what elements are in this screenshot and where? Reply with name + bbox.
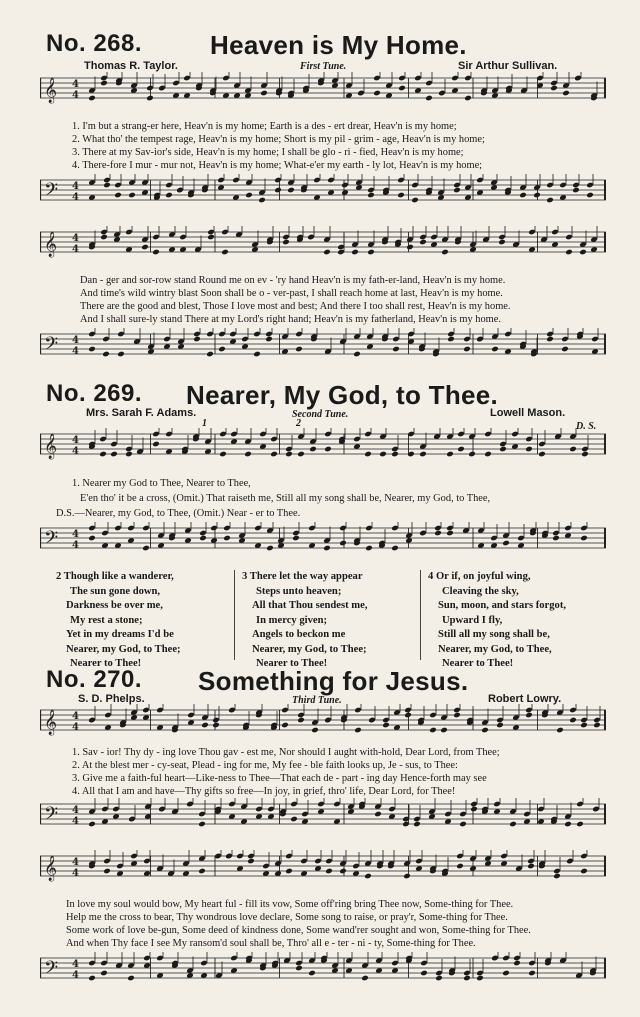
verse-line: And when Thy face I see My ransom'd soul shall be, Thro' all e - ter - ni - ty, Some-thing for Thee. [66,938,476,949]
stanza-line: Cleaving the sky, [442,585,519,597]
column-divider [234,570,235,660]
svg-text:4: 4 [72,816,79,827]
svg-text:𝄢: 𝄢 [44,528,59,553]
stanza-line: Nearer, my God, to Thee, [438,643,552,655]
verse-line: 2. At the blest mer - cy-seat, Plead - ing for me, My fee - ble faith looks up, Je - sus, to Thee: [72,760,458,771]
tune-label: Third Tune. [292,695,342,706]
svg-text:𝄞: 𝄞 [44,232,58,257]
svg-text:4: 4 [72,79,79,90]
svg-text:4: 4 [72,970,79,981]
stanza-line: 2 Though like a wanderer, [56,571,174,582]
svg-text:𝄞: 𝄞 [44,856,58,881]
stanza-line: Steps unto heaven; [256,585,342,597]
stanza-line: Upward I fly, [442,614,503,626]
stanza-line: Darkness be over me, [66,600,163,611]
stanza-2 [56,570,181,672]
verse-line: 2. What tho' the tempest rage, Heav'n is my home; Short is my pil - grim - age, Heav'n is my home; [72,134,485,145]
verse-line: 1. I'm but a strang-er here, Heav'n is my home; Earth is a des - ert drear, Heav'n is my home; [72,121,457,132]
stanza-line: My rest a stone; [70,614,143,626]
music-staff-treble [40,72,606,122]
svg-text:𝄞: 𝄞 [44,710,58,735]
hymn-author: Thomas R. Taylor. [84,60,178,72]
music-staff-treble [40,226,606,274]
verse-line: 3. Give me a faith-ful heart—Like-ness to Thee—That each de - part - ing day Hence-forth may see [72,773,487,784]
stanza-line: All that Thou sendest me, [252,600,368,611]
verse-block-top [72,120,600,172]
verse-line: 4. There-fore I mur - mur not, Heav'n is my home; What-e'er my earth - ly lot, Heav'n is my home; [72,160,483,171]
stanza-line: 4 Or if, on joyful wing, [428,571,531,582]
hymn-number: No. 270. [46,666,143,693]
hymn-title: Nearer, My God, to Thee. [186,380,499,410]
svg-text:4: 4 [72,335,79,346]
music-staff-treble [40,428,606,476]
svg-text:4: 4 [72,711,79,722]
stanza-line: Yet in my dreams I'd be [66,629,174,640]
stanza-line: Sun, moon, and stars forgot, [438,600,567,611]
verse-block-top [72,746,600,798]
svg-text:4: 4 [72,192,79,203]
verse-line: 1. Sav - ior! Thy dy - ing love Thou gav - est me, Nor should I aught with-hold, Dear Lord, from Thee; [72,747,500,758]
svg-text:4: 4 [72,233,79,244]
hymn-author: Mrs. Sarah F. Adams. [86,407,197,419]
svg-text:4: 4 [72,446,79,457]
hymn-author: S. D. Phelps. [78,693,145,705]
hymn-composer: Robert Lowry. [488,693,562,705]
hymn-title: Something for Jesus. [198,666,469,696]
hymn-composer: Lowell Mason. [490,407,566,419]
music-staff-bass [40,174,606,218]
verse-line: E'en tho' it be a cross, (Omit.) That raiseth me, Still all my song shall be, Nearer, my God, to Thee, [80,493,491,504]
column-divider [420,570,421,660]
svg-text:𝄞: 𝄞 [44,434,58,459]
music-staff-bass [40,522,606,564]
svg-text:4: 4 [72,805,79,816]
verse-line: 1. Nearer my God to Thee, Nearer to Thee, [72,478,251,489]
verse-line: Some work of love be-gun, Some deed of kindness done, Some wand'rer sought and won, Some-thing for Thee. [66,925,531,936]
verse-line: 3. There at my Sav-ior's side, Heav'n is my home; I shall be glo - ri - fied, Heav'n is my home; [72,147,464,158]
hymn-title: Heaven is My Home. [210,30,467,60]
tune-label: Second Tune. [292,409,349,420]
verse-line: 4. All that I am and have—Thy gifts so free—In joy, in grief, thro' life, Dear Lord, for Thee! [72,786,456,797]
stanza-line: In mercy given; [256,614,328,626]
svg-text:𝄢: 𝄢 [44,958,59,983]
hymn-composer: Sir Arthur Sullivan. [458,60,558,72]
stanza-line: Nearer to Thee! [442,658,514,669]
verse-block-bottom [66,898,594,950]
svg-text:4: 4 [72,857,79,868]
svg-text:4: 4 [72,540,79,551]
svg-text:4: 4 [72,346,79,357]
verse-block-bottom [80,274,608,326]
svg-text:4: 4 [72,868,79,879]
music-staff-bass [40,952,606,996]
svg-text:4: 4 [72,722,79,733]
hymn-number: No. 268. [46,30,143,57]
verse-line: And time's wild wintry blast Soon shall be o - ver-past, I shall reach home at last, Heav'n is my home. [80,288,503,299]
music-staff-treble [40,704,606,750]
stanza-line: The sun gone down, [70,585,161,597]
svg-text:𝄢: 𝄢 [44,804,59,829]
stanza-line: Nearer, my God, to Thee; [66,643,181,655]
ending-2-marker: 2 [296,418,301,429]
stanza-3 [242,570,367,672]
svg-text:4: 4 [72,959,79,970]
verse-block [56,476,584,521]
verse-line: D.S.—Nearer, my God, to Thee, (Omit.) Near - er to Thee. [56,508,301,519]
svg-text:𝄞: 𝄞 [44,78,58,103]
stanza-line: 3 There let the way appear [242,571,363,582]
svg-text:4: 4 [72,244,79,255]
verse-line: And I shall sure-ly stand There at my Lord's right hand; Heav'n is my fatherland, Heav'n is my home. [80,314,501,325]
music-staff-treble [40,850,606,898]
svg-text:𝄢: 𝄢 [44,180,59,205]
verse-line: Dan - ger and sor-row stand Round me on ev - 'ry hand Heav'n is my fath-er-land, Heav'n is my home. [80,275,506,286]
stanza-line: Nearer, my God, to Thee; [252,643,367,655]
music-staff-bass [40,798,606,842]
stanza-line: Nearer to Thee! [256,658,328,669]
hymn-number: No. 269. [46,380,143,407]
svg-text:𝄢: 𝄢 [44,334,59,359]
ending-1-marker: 1 [202,418,207,429]
svg-text:4: 4 [72,181,79,192]
verse-line: There are the good and blest, Those I love most and best; And there I too shall rest, Heav'n is my home. [80,301,511,312]
verse-line: Help me the cross to bear, Thy wondrous love declare, Some song to raise, or pray'r, Some-thing for Thee. [66,912,508,923]
stanza-line: Nearer to Thee! [70,658,142,669]
stanza-line: Angels to beckon me [252,629,346,640]
stanza-line: Still all my song shall be, [438,629,550,640]
svg-text:4: 4 [72,529,79,540]
stanza-4 [428,570,566,672]
music-staff-bass [40,328,606,370]
svg-text:4: 4 [72,90,79,101]
verse-line: In love my soul would bow, My heart ful - fill its vow, Some off'ring bring Thee now, Some-thing for Thee. [66,899,514,910]
ds-marker: D. S. [576,421,597,432]
svg-text:4: 4 [72,435,79,446]
tune-label: First Tune. [300,61,347,72]
